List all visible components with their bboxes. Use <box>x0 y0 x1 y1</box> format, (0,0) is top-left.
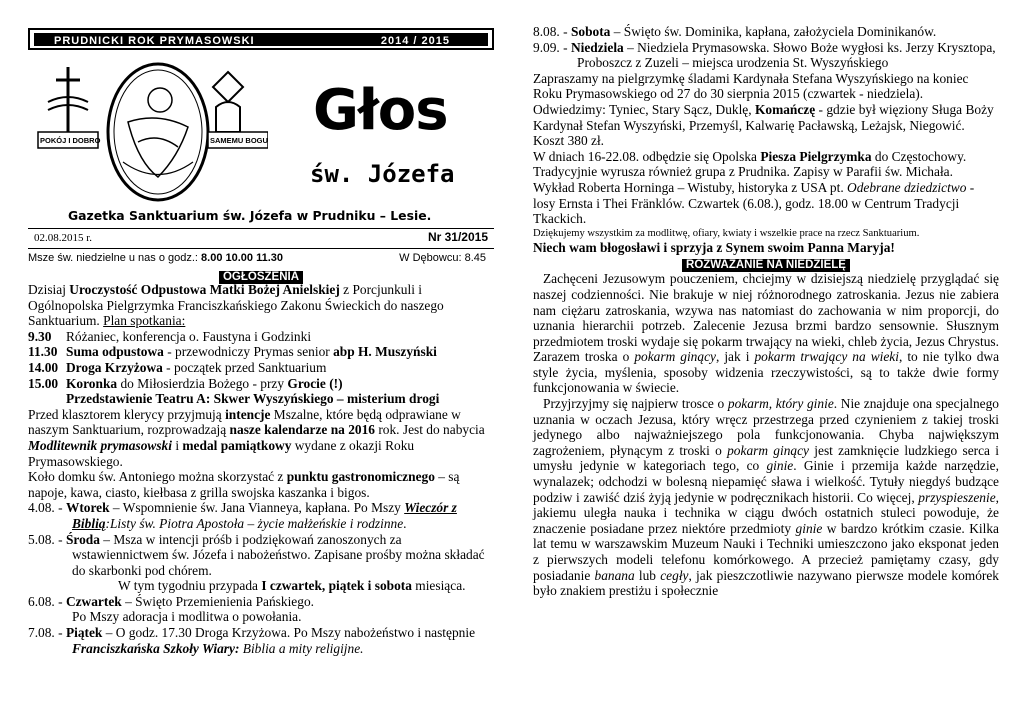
divider <box>28 248 494 249</box>
schedule-item: 11.30 Suma odpustowa - przewodniczy Prymas senior abp H. Muszyński <box>28 344 437 360</box>
food-paragraph: Koło domku św. Antoniego można skorzystać z punktu gastronomicznego – są napoje, kawa, ciasto, kiełbasa z grilla swojska kaszanka i bigos. <box>28 469 460 500</box>
issue-date: 02.08.2015 r. <box>34 232 93 244</box>
day-entry: 6.08. - Czwartek – Święto Przemienienia Pańskiego. <box>28 593 314 609</box>
divider <box>28 228 494 229</box>
gazette-title-line2: św. Józefa <box>310 160 455 188</box>
issue-number: Nr 31/2015 <box>427 230 488 244</box>
lecture-paragraph: Wykład Roberta Horninga – Wistuby, historyka z USA pt. Odebrane dziedzictwo - losy Ernsta i Thei Fränklów. Czwartek (6.08.), godz. 18.00 w Centrum Tradycji Tkackich. <box>533 179 975 227</box>
debowiec-mass: W Dębowcu: 8.45 <box>399 252 486 264</box>
meditation-paragraph: Zachęceni Jezusowym pouczeniem, chciejmy w dzisiejszą niedzielę przyglądać się naszej codzienności. Nie brakuje w niej różnorodnego zatroskania. Jezus nie zabiera nam ciężaru zatroskania, wzywa nas natomiast do zachowania w nim proporcji, do uznania hierarchii potrzeb. Zalecenie Jezusa brzmi bardzo sensownie. Słusznym przedmiotem troski wydaje się pokarm trwający na wieki, chleb życia, Jezus Chrystus. Zarazem troska o pokarm ginący, jak i pokarm trwający na wieki, to nie tylko dwa style życia, myślenia, sposoby widzenia rzeczywistości, są to także dwie formy funkcjonowania w świecie. <box>533 271 1000 396</box>
section-title: ROZWAŻANIE NA NIEDZIELĘ <box>682 259 850 272</box>
walking-pilgrimage-paragraph: W dniach 16-22.08. odbędzie się Opolska Piesza Pielgrzymka do Częstochowy. Tradycyjnie wyrusza również grupa z Prudnika. Zapisy w Parafii św. Michała. <box>533 148 967 180</box>
schedule-item: 9.30 Różaniec, konferencja o. Faustyna i Godzinki <box>28 328 312 344</box>
intentions-paragraph: Przed klasztorem klerycy przyjmują intencje Mszalne, które będą odprawiane w naszym Sanktuarium, rozprowadzają nasze kalendarze na 2016 rok. Jest do nabycia Modlitewnik prymasowski i medal pamiątkowy wydane z okazji Roku Prymasowskiego. <box>28 406 485 469</box>
day-entry: 9.09. - Niedziela – Niedziela Prymasowska. Słowo Boże wygłosi ks. Jerzy Krysztopa, Proboszcz z Zuzeli – miejsca urodzenia St. Wyszyńskiego <box>533 39 996 71</box>
day-entry: 5.08. - Środa – Msza w intencji próśb i podziękowań zanoszonych za wstawiennictwem św. Józefa i nabożeństwo. Zapisane prośby można składać do skarbonki pod chórem. <box>28 531 485 578</box>
year-banner <box>28 28 494 50</box>
day-entry: 4.08. - Wtorek – Wspomnienie św. Jana Vianneya, kapłana. Po Mszy Wieczór z Biblią:Listy św. Piotra Apostoła – życie małżeńskie i rodzinne. <box>28 500 457 531</box>
schedule-item: 14.00 Droga Krzyżowa - początek przed Sanktuarium <box>28 359 327 375</box>
banner-left-text: PRUDNICKI ROK PRYMASOWSKI <box>54 35 255 47</box>
gazette-title: Głos <box>313 78 448 143</box>
sanctuary-emblem <box>28 62 268 202</box>
meditation-paragraph: Przyjrzyjmy się najpierw trosce o pokarm, który ginie. Nie znajduje ona specjalnego uznania w oczach Jezusa, który wręcz przestrzega przed czynieniem z takiej troski jedynego albo najważniejszego pola funkcjonowania. Chyba największym zagrożeniem, płynącym z troski o pokarm ginący jest zamknięcie ludzkiego serca i umysłu jedynie w kategoriach tego, co ginie. Ginie i przemija każde narzędzie, wynalazek; odchodzi w bolesną niepamięć sława i wielkość. Tytuły niegdyś budzące podziw i zawiść dziś żyją jedynie w podręcznikach historii. Co więcej, przyspieszenie, jakiemu uległa nauka i technika w ciągu dwóch ostatnich stuleci powoduje, że znaczenie posiadane przez niektóre przedmioty ginie w bardzo krótkim czasie. Kilka lat temu w warszawskim Muzeum Nauki i Techniki umieszczono jako eksponat jeden z pierwszych modeli telefonu komórkowego. A przecież pamiętamy czasy, gdy posiadanie banana lub cegły, jak pieszczotliwie nazywano pierwsze modele komórek było znakiem prestiżu i społecznie <box>533 396 999 599</box>
pilgrimage-paragraph: Zapraszamy na pielgrzymkę śladami Kardynała Stefana Wyszyńskiego na koniec Roku Prymasowskiego od 27 do 30 sierpnia 2015 (czwartek - niedziela). Odwiedzimy: Tyniec, Stary Sącz, Duklę, Komańczę - gdzie był więziony Sługa Boży Kardynał Stefan Wyszyński, Przemyśl, Kalwarię Pacławską, Leżajsk, Niegowić. Koszt 380 zł. <box>533 70 994 149</box>
banner-right-text: 2014 / 2015 <box>380 35 450 47</box>
mass-label: Msze św. niedzielne u nas o godz.: <box>28 252 198 264</box>
mass-hours: 8.00 10.00 11.30 <box>201 252 284 264</box>
schedule-item: 15.00 Koronka do Miłosierdzia Bożego - przy Grocie (!) <box>28 375 343 391</box>
day-entry: 7.08. - Piątek – O godz. 17.30 Droga Krzyżowa. Po Mszy nabożeństwo i następnie Franciszkańska Szkoły Wiary: Biblia a mity religijne. <box>28 625 476 656</box>
emblem-drawing-icon <box>28 62 268 202</box>
mass-times <box>28 252 283 264</box>
blessing-line: Niech wam błogosławi i sprzyja z Synem swoim Panna Maryja! <box>533 239 895 255</box>
thanks-line: Dziękujemy wszystkim za modlitwę, ofiary, kwiaty i wszelkie prace na rzecz Sanktuarium. <box>533 227 920 239</box>
adoration-note: Po Mszy adoracja i modlitwa o powołania. <box>72 609 302 625</box>
section-title: OGŁOSZENIA <box>219 271 303 284</box>
gazette-subtitle: Gazetka Sanktuarium św. Józefa w Prudniku – Lesie. <box>68 208 432 223</box>
emblem-left-motto: POKÓJ I DOBRO <box>40 136 101 145</box>
emblem-right-motto: SAMEMU BOGU <box>210 136 268 145</box>
day-entry: 8.08. - Sobota – Święto św. Dominika, kapłana, założyciela Dominikanów. <box>533 24 937 39</box>
theatre-line: Przedstawienie Teatru A: Skwer Wyszyńskiego – misterium drogi <box>66 391 440 407</box>
first-days-note: W tym tygodniu przypada I czwartek, piątek i sobota miesiąca. <box>118 578 466 594</box>
intro-paragraph: Dzisiaj Uroczystość Odpustowa Matki Bożej Anielskiej z Porcjunkuli i Ogólnopolska Pielgrzymka Franciszkańskiego Zakonu Świeckich do naszego Sanktuarium. Plan spotkania: <box>28 282 444 329</box>
announcements-section <box>28 268 494 656</box>
